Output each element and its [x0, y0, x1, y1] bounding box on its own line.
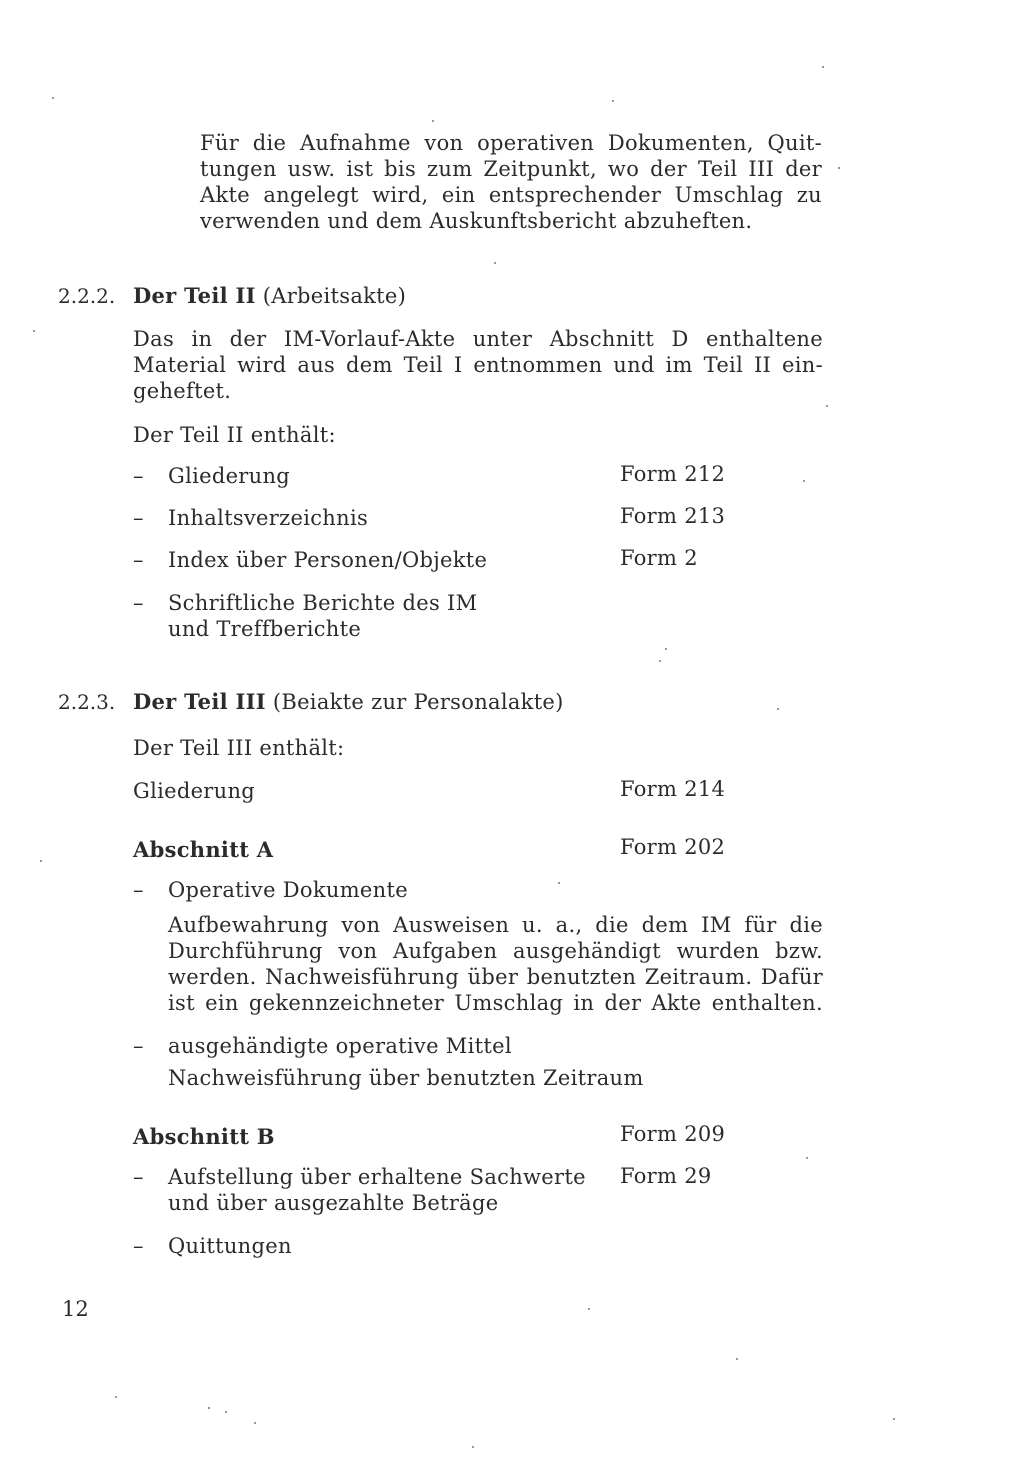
scan-speck	[208, 1407, 210, 1409]
scan-speck	[659, 660, 661, 662]
dash-marker: –	[133, 1234, 144, 1258]
scan-speck	[893, 1418, 895, 1420]
intro-line: Akte angelegt wird, ein entsprechender Umschlag zu	[200, 183, 822, 207]
form-reference: Form 209	[620, 1122, 726, 1146]
scan-speck	[588, 1308, 590, 1310]
dash-marker: –	[133, 506, 144, 530]
contains-label: Der Teil III enthält:	[133, 736, 345, 760]
scan-speck	[777, 708, 779, 710]
form-reference: Form 202	[620, 835, 726, 859]
intro-line: verwenden und dem Auskunftsbericht abzuheften.	[200, 209, 753, 233]
section-heading-bold: Der Teil III	[133, 689, 266, 714]
form-reference: Form 214	[620, 777, 726, 801]
abschnitt-a-heading: Abschnitt A	[133, 837, 274, 862]
description-line: werden. Nachweisführung über benutzten Zeitraum. Dafür	[168, 965, 823, 989]
list-item-label: ausgehändigte operative Mittel	[168, 1034, 512, 1058]
page-number: 12	[62, 1297, 89, 1321]
scan-speck	[225, 1411, 227, 1413]
scan-speck	[736, 1358, 738, 1360]
dash-marker: –	[133, 1034, 144, 1058]
scan-speck	[472, 1446, 474, 1448]
scan-speck	[494, 262, 496, 264]
scan-speck	[558, 882, 560, 884]
scan-speck	[838, 167, 840, 169]
list-item-label: Gliederung	[168, 464, 291, 488]
scan-speck	[665, 648, 667, 650]
list-item-label-continued: und über ausgezahlte Beträge	[168, 1191, 499, 1215]
dash-marker: –	[133, 878, 144, 902]
scan-speck	[822, 66, 824, 68]
section-heading-rest: (Arbeitsakte)	[262, 284, 407, 308]
intro-line: tungen usw. ist bis zum Zeitpunkt, wo der Teil III der	[200, 157, 822, 181]
form-reference: Form 29	[620, 1164, 712, 1188]
scan-speck	[826, 405, 828, 407]
scan-speck	[612, 100, 614, 102]
list-item-label-continued: und Treffberichte	[168, 617, 362, 641]
section-heading	[133, 282, 406, 310]
gliederung-label: Gliederung	[133, 779, 256, 803]
section-heading-rest: (Beiakte zur Personalakte)	[272, 690, 564, 714]
list-item-label: Operative Dokumente	[168, 878, 408, 902]
scan-speck	[806, 1157, 808, 1159]
scan-speck	[254, 1422, 256, 1424]
section-heading-bold: Der Teil II	[133, 283, 256, 308]
form-reference: Form 2	[620, 546, 698, 570]
description-line: Nachweisführung über benutzten Zeitraum	[168, 1066, 644, 1090]
section-number: 2.2.2.	[58, 284, 116, 308]
list-item-label: Index über Personen/Objekte	[168, 548, 488, 572]
contains-label: Der Teil II enthält:	[133, 423, 336, 447]
list-item-label: Quittungen	[168, 1234, 292, 1258]
description-line: Durchführung von Aufgaben ausgehändigt wurden bzw.	[168, 939, 823, 963]
description-line: ist ein gekennzeichneter Umschlag in der Akte enthalten.	[168, 991, 823, 1015]
description-line: Aufbewahrung von Ausweisen u. a., die dem IM für die	[168, 913, 823, 937]
body-line: Das in der IM-Vorlauf-Akte unter Abschnitt D enthaltene	[133, 327, 823, 351]
form-reference: Form 213	[620, 504, 726, 528]
scan-speck	[432, 120, 434, 122]
scan-speck	[40, 860, 42, 862]
intro-line: Für die Aufnahme von operativen Dokumenten, Quit-	[200, 131, 822, 155]
list-item-label: Inhaltsverzeichnis	[168, 506, 369, 530]
section-heading	[133, 688, 564, 716]
dash-marker: –	[133, 464, 144, 488]
body-line: Material wird aus dem Teil I entnommen und im Teil II ein-	[133, 353, 823, 377]
section-number: 2.2.3.	[58, 690, 116, 714]
scan-speck	[803, 480, 805, 482]
list-item-label: Aufstellung über erhaltene Sachwerte	[168, 1165, 586, 1189]
scan-speck	[52, 97, 54, 99]
body-line: geheftet.	[133, 379, 232, 403]
dash-marker: –	[133, 548, 144, 572]
abschnitt-b-heading: Abschnitt B	[133, 1124, 275, 1149]
scan-speck	[33, 330, 35, 332]
scan-speck	[115, 1396, 117, 1398]
list-item-label: Schriftliche Berichte des IM	[168, 591, 478, 615]
dash-marker: –	[133, 1165, 144, 1189]
dash-marker: –	[133, 591, 144, 615]
form-reference: Form 212	[620, 462, 726, 486]
